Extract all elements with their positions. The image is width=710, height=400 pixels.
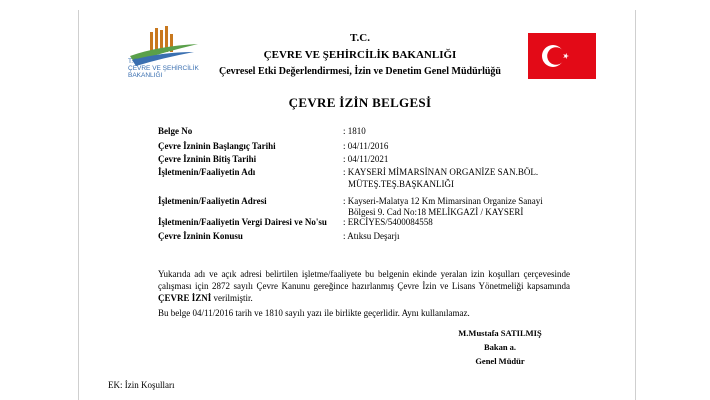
header-tc: T.C.	[350, 32, 370, 44]
statement-text-end: verilmiştir.	[211, 293, 253, 303]
field-label: Çevre İzninin Konusu	[158, 231, 243, 241]
attachment-note: EK: İzin Koşulları	[108, 380, 175, 390]
field-value: : 04/11/2016	[343, 141, 389, 151]
document-title: ÇEVRE İZİN BELGESİ	[288, 95, 432, 110]
statement-text: Yukarıda adı ve açık adresi belirtilen işletme/faaliyete bu belgenin ekinde yeralan izin koşulları çerçevesinde çalışması için 2872 sayılı Çevre Kanunu gereğince hazırlanmış Çevre İzin ve Lisans Yönetmeliği kapsamında	[158, 269, 570, 291]
field-value: : 1810	[343, 126, 366, 136]
field-label: Belge No	[158, 126, 193, 136]
validity-statement: Bu belge 04/11/2016 tarih ve 1810 sayılı yazı ile birlikte geçerlidir. Aynı kullanılamaz.	[158, 308, 470, 318]
field-value: : Atıksu Deşarjı	[343, 231, 400, 241]
signatory-title: Genel Müdür	[475, 356, 525, 366]
signatory-name: M.Mustafa SATILMIŞ	[458, 328, 542, 338]
field-label: Çevre İzninin Başlangıç Tarihi	[158, 141, 276, 151]
permit-statement	[158, 268, 570, 304]
field-value: : KAYSERİ MİMARSİNAN ORGANİZE SAN.BÖL.	[343, 167, 539, 177]
field-value-line2: MÜTEŞ.TEŞ.BAŞKANLIĞI	[348, 179, 455, 189]
field-value: : Kayseri-Malatya 12 Km Mimarsinan Organize Sanayi	[343, 196, 543, 206]
field-label: İşletmenin/Faaliyetin Adı	[158, 167, 256, 177]
signatory-role: Bakan a.	[483, 342, 517, 352]
logo-text	[128, 58, 199, 79]
field-value-line2: Bölgesi 9. Cad No:18 MELİKGAZİ / KAYSERİ	[348, 207, 524, 217]
header-ministry: ÇEVRE VE ŞEHİRCİLİK BAKANLIĞI	[263, 49, 457, 61]
field-label: İşletmenin/Faaliyetin Vergi Dairesi ve No'su	[158, 217, 327, 227]
logo-line2: ÇEVRE VE ŞEHİRCİLİK	[128, 65, 199, 72]
turkish-flag-icon	[528, 33, 596, 79]
statement-emphasis: ÇEVRE İZNİ	[158, 293, 212, 303]
field-value: : ERCİYES/5400084558	[343, 217, 433, 227]
field-value: : 04/11/2021	[343, 154, 389, 164]
logo-line3: BAKANLIĞI	[128, 72, 163, 79]
field-label: İşletmenin/Faaliyetin Adresi	[158, 196, 267, 206]
header-directorate: Çevresel Etki Değerlendirmesi, İzin ve Denetim Genel Müdürlüğü	[218, 66, 501, 77]
field-label: Çevre İzninin Bitiş Tarihi	[158, 154, 257, 164]
logo-line1: T.C.	[128, 58, 140, 65]
